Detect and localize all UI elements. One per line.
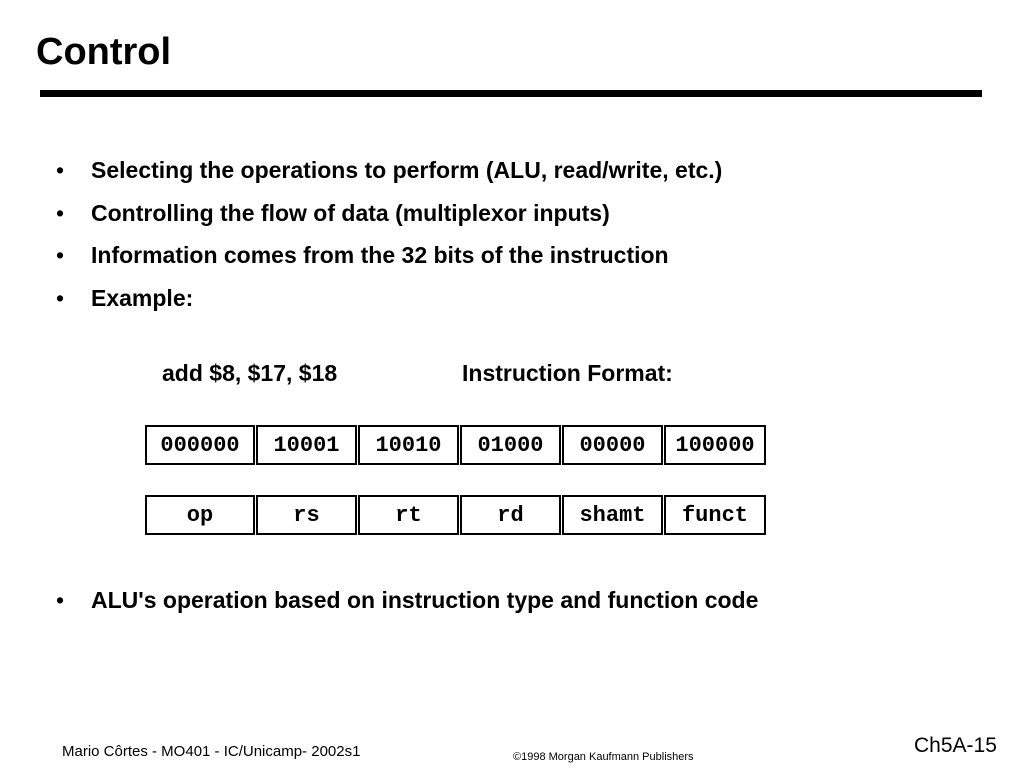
- bits-cell-shamt: 00000: [562, 425, 663, 465]
- bullet-item: [56, 240, 669, 270]
- bullet-text: Selecting the operations to perform (ALU, read/write, etc.): [91, 157, 723, 183]
- field-names-row: [145, 495, 766, 535]
- field-name-shamt: shamt: [562, 495, 663, 535]
- bits-cell-rt: 10010: [358, 425, 459, 465]
- example-instruction: add $8, $17, $18: [162, 360, 338, 386]
- field-name-rs: rs: [256, 495, 357, 535]
- footer-author: Mario Côrtes - MO401 - IC/Unicamp- 2002s1: [62, 743, 361, 760]
- bits-cell-funct: 100000: [664, 425, 766, 465]
- bits-cell-op: 000000: [145, 425, 255, 465]
- bullet-marker: •: [56, 285, 65, 311]
- instruction-bits-row: [145, 425, 766, 465]
- field-name-rt: rt: [358, 495, 459, 535]
- bullet-text: Controlling the flow of data (multiplexor inputs): [91, 200, 610, 226]
- bullet-marker: •: [56, 242, 65, 268]
- bits-cell-rs: 10001: [256, 425, 357, 465]
- bullet-marker: •: [56, 587, 65, 613]
- bullet-item: [56, 198, 610, 228]
- bullet-item: [56, 585, 758, 615]
- title-rule: [40, 90, 982, 97]
- field-name-funct: funct: [664, 495, 766, 535]
- bullet-marker: •: [56, 200, 65, 226]
- instruction-format-label: Instruction Format:: [462, 360, 673, 386]
- footer-copyright: ©1998 Morgan Kaufmann Publishers: [513, 751, 694, 763]
- bullet-marker: •: [56, 157, 65, 183]
- bits-cell-rd: 01000: [460, 425, 561, 465]
- slide-number: Ch5A-15: [914, 734, 997, 757]
- bullet-text: ALU's operation based on instruction type and function code: [91, 587, 759, 613]
- field-name-rd: rd: [460, 495, 561, 535]
- slide-title: Control: [36, 31, 172, 73]
- bullet-text: Information comes from the 32 bits of the instruction: [91, 242, 669, 268]
- bullet-text: Example:: [91, 285, 194, 311]
- field-name-op: op: [145, 495, 255, 535]
- bullet-item: [56, 155, 722, 185]
- bullet-item: [56, 283, 193, 313]
